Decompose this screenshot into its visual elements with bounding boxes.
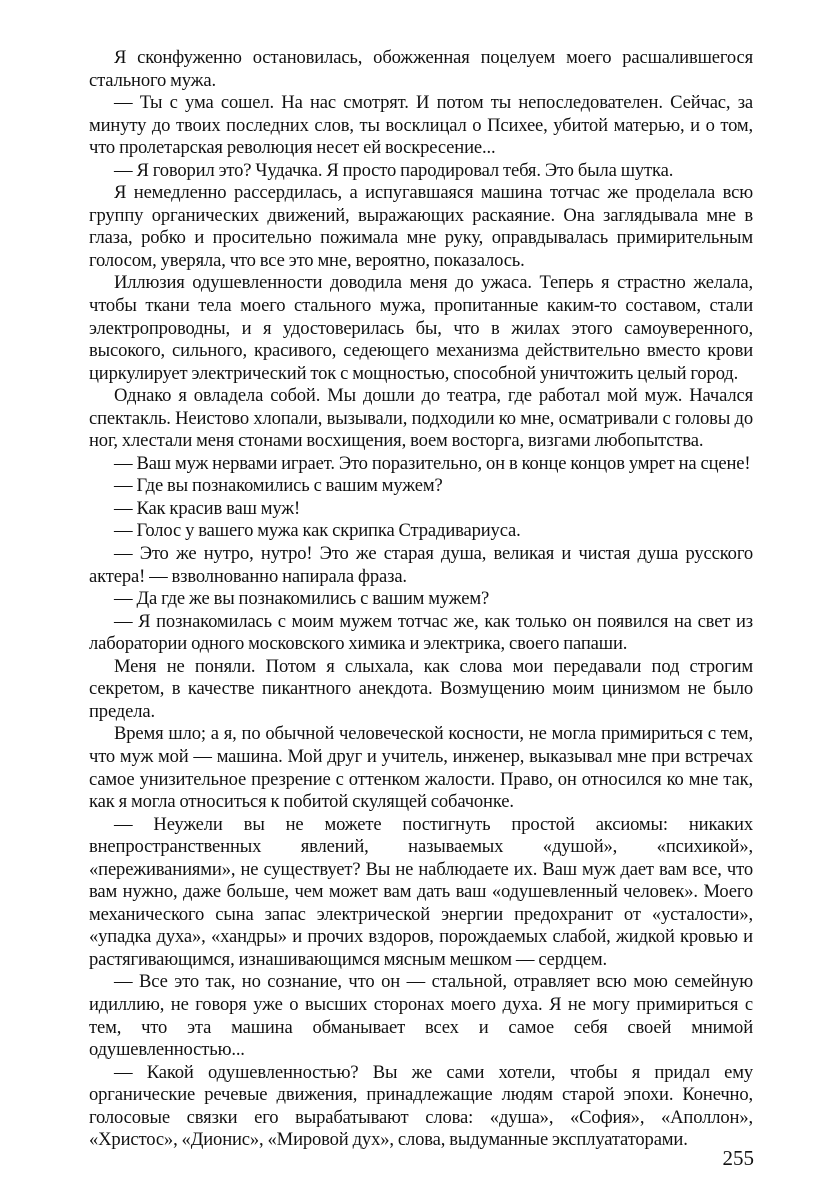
paragraph: — Ваш муж нервами играет. Это поразительно, он в конце концов умрет на сцене! <box>114 452 751 474</box>
paragraph: Иллюзия одушевленности доводила меня до ужаса. Теперь я страстно желала, чтобы ткани тела моего стального мужа, пропитанные каким-то составом, стали электропроводны, и я удостоверилась бы, что в жилах этого самоуверенного, высокого, сильного, красивого, седеющего механизма действительно вместо крови циркулирует электрический ток с мощностью, способной уничтожить целый город. <box>89 272 753 384</box>
paragraph: Я немедленно рассердилась, а испугавшаяся машина тотчас же проделала всю группу органических движений, выражающих раскаяние. Она заглядывала мне в глаза, робко и просительно пожимала мне руку, оправдывалась примирительным голосом, уверяла, что все это мне, вероятно, показалось. <box>89 182 753 271</box>
paragraph: — Я познакомилась с моим мужем тотчас же, как только он появился на свет из лаборатории одного московского химика и электрика, своего папаши. <box>89 610 753 655</box>
paragraph: Я сконфуженно остановилась, обожженная поцелуем моего расшалившегося стального мужа. <box>89 47 753 91</box>
paragraph: Меня не поняли. Потом я слыхала, как слова мои передавали под строгим секретом, в качестве пикантного анекдота. Возмущению моим цинизмом не было предела. <box>89 655 753 722</box>
paragraph: — Я говорил это? Чудачка. Я просто пародировал тебя. Это была шутка. <box>114 159 674 181</box>
paragraph: — Как красив ваш муж! <box>114 497 301 519</box>
paragraph: — Голос у вашего мужа как скрипка Страдивариуса. <box>114 520 521 542</box>
paragraph: — Ты с ума сошел. На нас смотрят. И потом ты непоследователен. Сейчас, за минуту до твоих последних слов, ты восклицал о Психее, убитой матерью, и о том, что пролетарская революция несет ей воскресение... <box>89 92 753 159</box>
paragraph: Однако я овладела собой. Мы дошли до театра, где работал мой муж. Начался спектакль. Неистово хлопали, вызывали, подходили ко мне, осматривали с головы до ног, хлестали меня стонами восхищения, воем восторга, визгами любопытства. <box>89 385 753 452</box>
paragraph: — Какой одушевленностью? Вы же сами хотели, чтобы я придал ему органические речевые движения, принадлежащие людям старой эпохи. Конечно, голосовые связки его вырабатывают слова: «душа», «София», «Аполлон», «Христос», «Дионис», «Мировой дух», слова, выдуманные эксплуататорами. <box>89 1061 753 1151</box>
paragraph: — Да где же вы познакомились с вашим мужем? <box>114 588 490 610</box>
paragraph: Время шло; а я, по обычной человеческой косности, не могла примириться с тем, что муж мой — машина. Мой друг и учитель, инженер, выказывал мне при встречах самое унизительное презрение с оттенком жалости. Право, он относился ко мне так, как я могла относиться к побитой скулящей собачонке. <box>89 723 753 813</box>
page-number: 255 <box>722 1146 754 1170</box>
paragraph: — Это же нутро, нутро! Это же старая душа, великая и чистая душа русского актера! — взволнованно напирала фраза. <box>89 543 753 587</box>
paragraph: — Все это так, но сознание, что он — стальной, отравляет всю мою семейную идиллию, не говоря уже о высших сторонах моего духа. Я не могу примириться с тем, что эта машина обманывает всех и самое себя своей мнимой одушевленностью... <box>89 971 753 1061</box>
paragraph: — Неужели вы не можете постигнуть простой аксиомы: никаких внепространственных явлений, называемых «душой», «психикой», «переживаниями», не существует? Вы не наблюдаете их. Ваш муж дает вам все, что вам нужно, даже больше, чем может вам дать ваш «одушевленный человек». Моего механического сына запас электрической энергии предохранит от «усталости», «упадка духа», «хандры» и прочих вздоров, порождаемых слабой, жидкой кровью и растягивающимся, изнашивающимся мясным мешком — сердцем. <box>89 813 753 970</box>
paragraph: — Где вы познакомились с вашим мужем? <box>114 475 443 497</box>
page-text-block <box>89 47 753 1152</box>
